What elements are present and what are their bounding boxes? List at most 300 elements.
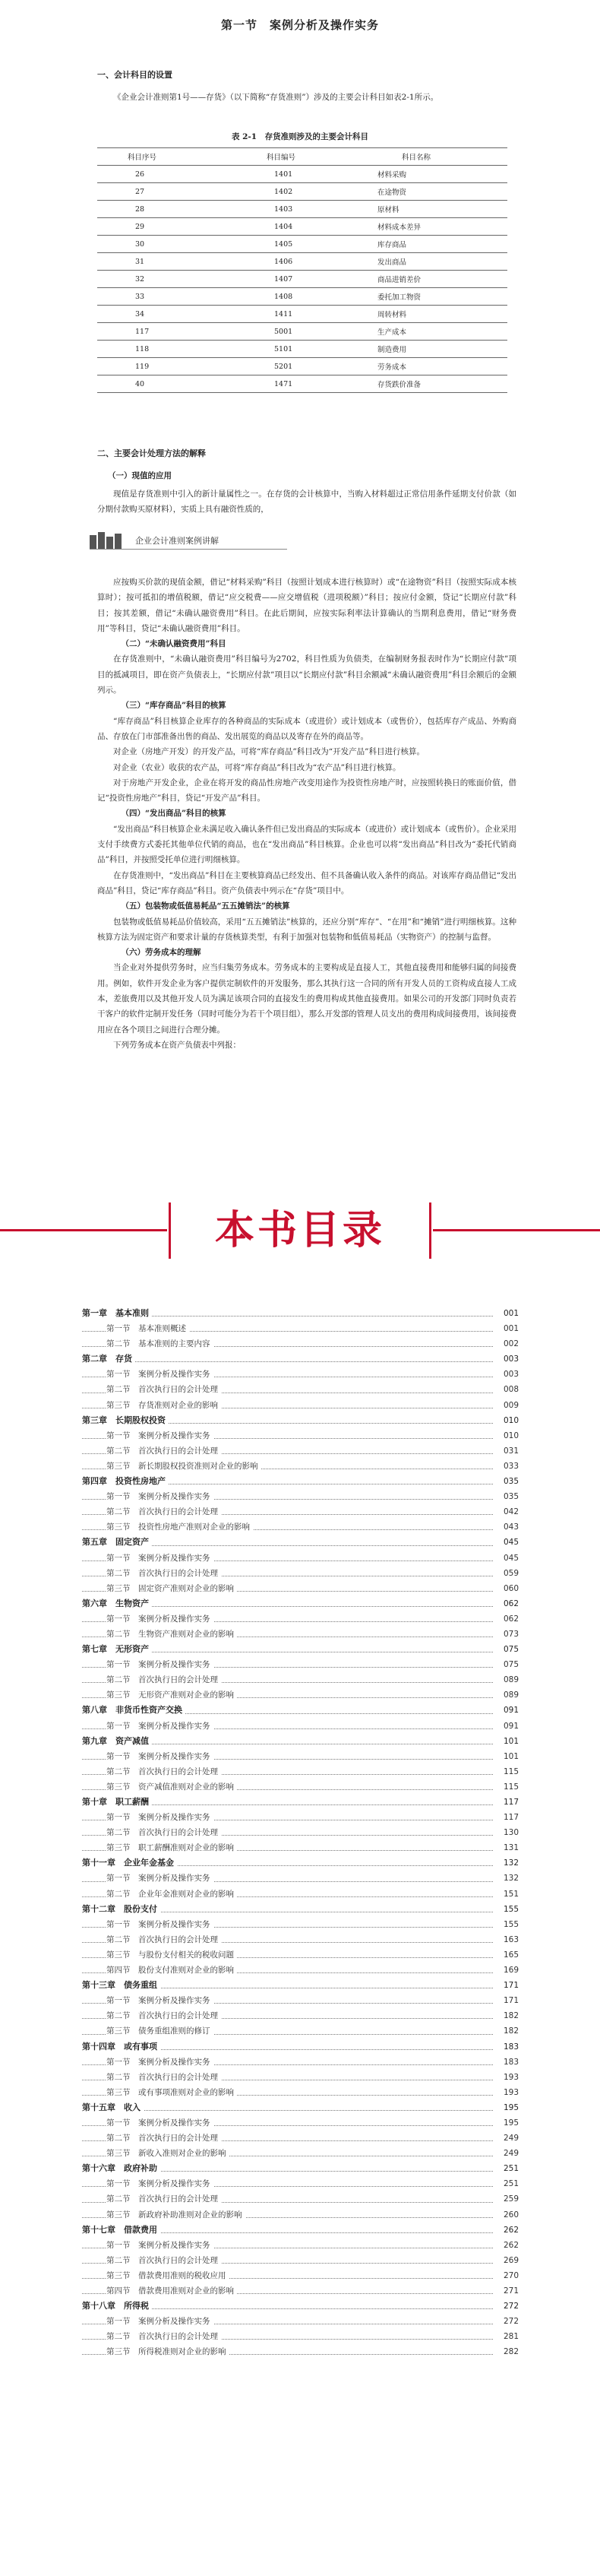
account-name-cell: 生产成本 <box>371 323 507 341</box>
toc-section-label: 第一节 案例分析及操作实务 <box>106 2317 213 2326</box>
toc-chapter-label: 第七章 无形资产 <box>82 1644 152 1654</box>
toc-section-label: 第三节 所得税准则对企业的影响 <box>106 2347 229 2356</box>
page-number: 003 <box>501 1367 519 1382</box>
toc-section-label: 第三节 投资性房地产准则对企业的影响 <box>106 1522 253 1532</box>
toc-section-label: 第二节 首次执行日的会计处理 <box>106 1507 221 1516</box>
toc-section[interactable] <box>82 1627 519 1642</box>
table-row <box>97 201 507 218</box>
toc-chapter-label: 第十三章 债务重组 <box>82 1980 160 1990</box>
account-name-cell: 材料成本差异 <box>371 218 507 236</box>
toc-section[interactable] <box>82 1443 519 1459</box>
page-number: 075 <box>501 1657 519 1672</box>
toc-chapter[interactable] <box>82 1474 519 1489</box>
page-number: 059 <box>501 1566 519 1581</box>
toc-section[interactable] <box>82 2070 519 2085</box>
toc-rule-left <box>0 1229 167 1231</box>
account-name-cell: 商品进销差价 <box>371 271 507 288</box>
table-of-contents <box>82 1306 519 2359</box>
account-name-cell: 库存商品 <box>371 236 507 253</box>
toc-section-label: 第二节 企业年金准则对企业的影响 <box>106 1890 237 1899</box>
toc-section[interactable] <box>82 1749 519 1764</box>
toc-section[interactable] <box>82 2085 519 2100</box>
account-name-cell: 制造费用 <box>371 341 507 358</box>
toc-section[interactable] <box>82 1917 519 1932</box>
book-stack-icon <box>90 532 132 549</box>
page-number: 001 <box>501 1306 519 1321</box>
paragraph: 对企业（房地产开发）的开发产品，可将“库存商品”科目改为“开发产品”科目进行核算。 <box>113 747 425 757</box>
account-name-cell: 材料采购 <box>371 166 507 183</box>
toc-section[interactable] <box>82 1871 519 1886</box>
page-number: 183 <box>501 2039 519 2055</box>
page-number: 091 <box>501 1703 519 1718</box>
toc-section[interactable] <box>82 1657 519 1672</box>
table-header-row <box>97 148 507 166</box>
paragraph: 在存货准则中，“发出商品”科目在主要核算商品已经发出、但不具备确认收入条件的商品。对该库存商品借记“发出商品”科目，贷记“库存商品”科目。资产负债表中列示在“存货”项目中。 <box>97 870 516 895</box>
header-cell: 科目编号 <box>232 148 371 166</box>
paragraph: 在存货准则中，“未确认融资费用”科目编号为2702，科目性质为负债类，在编制财务报表时作为“长期应付款”项目的抵减项目，即在资产负债表上，“长期应付款”项目以“长期应付款”科目余额减“未确认融资费用”科目余额后的金额列示。 <box>97 654 516 695</box>
table-row <box>97 183 507 201</box>
toc-section[interactable] <box>82 2115 519 2131</box>
account-seq-cell: 26 <box>97 166 232 183</box>
toc-chapter[interactable] <box>82 2299 519 2314</box>
toc-section-label: 第一节 案例分析及操作实务 <box>106 1660 213 1669</box>
toc-bar-right <box>429 1202 431 1259</box>
account-code-cell: 1407 <box>232 271 371 288</box>
accounts-table <box>97 147 507 393</box>
page-number: 035 <box>501 1489 519 1504</box>
account-code-cell: 5101 <box>232 341 371 358</box>
toc-chapter-label: 第十五章 收入 <box>82 2102 144 2112</box>
page-number: 182 <box>501 2008 519 2023</box>
toc-section[interactable] <box>82 1611 519 1627</box>
account-code-cell: 5201 <box>232 358 371 375</box>
account-code-cell: 1411 <box>232 306 371 323</box>
page-number: 182 <box>501 2023 519 2039</box>
subheading: （三）“库存商品”科目的核算 <box>121 701 226 711</box>
table-row <box>97 323 507 341</box>
toc-section-label: 第三节 债务重组准则的修订 <box>106 2026 213 2036</box>
toc-chapter-label: 第十八章 所得税 <box>82 2301 152 2311</box>
account-name-cell: 周转材料 <box>371 306 507 323</box>
table-row <box>97 218 507 236</box>
toc-chapter-label: 第二章 存货 <box>82 1354 135 1364</box>
page-number: 060 <box>501 1581 519 1596</box>
body-text <box>97 575 516 1053</box>
toc-section[interactable] <box>82 1519 519 1535</box>
page-number: 269 <box>501 2253 519 2268</box>
present-value-paragraph: 现值是存货准则中引入的新计量属性之一。在存货的会计核算中，当购入材料超过正常信用条件延期支付价款（如分期付款购买原材料），实质上具有融资性质的， <box>97 490 516 514</box>
toc-section-label: 第一节 案例分析及操作实务 <box>106 1996 213 2005</box>
toc-section[interactable] <box>82 1382 519 1397</box>
page-number: 045 <box>501 1535 519 1550</box>
toc-rule-right <box>433 1229 600 1231</box>
toc-section-label: 第一节 案例分析及操作实务 <box>106 1752 213 1761</box>
toc-section-label: 第三节 新收入准则对企业的影响 <box>106 2149 229 2158</box>
toc-section[interactable] <box>82 1489 519 1504</box>
page-number: 089 <box>501 1687 519 1703</box>
toc-section[interactable] <box>82 1551 519 1566</box>
toc-section-label: 第二节 首次执行日的会计处理 <box>106 2073 221 2082</box>
account-seq-cell: 27 <box>97 183 232 201</box>
toc-section[interactable] <box>82 1840 519 1855</box>
subheading: （五）包装物或低值易耗品“五五摊销法”的核算 <box>121 901 290 911</box>
page-number: 010 <box>501 1428 519 1443</box>
page-number: 115 <box>501 1764 519 1779</box>
page-number: 003 <box>501 1351 519 1367</box>
toc-chapter[interactable] <box>82 2161 519 2176</box>
toc-section[interactable] <box>82 2283 519 2299</box>
header-cell: 科目序号 <box>97 148 232 166</box>
paragraph: 对于房地产开发企业，企业在将开发的商品性房地产改变用途作为投资性房地产时，应按照转换日的账面价值，借记“投资性房地产”科目，贷记“开发产品”科目。 <box>97 778 516 803</box>
banner-underline <box>90 549 287 550</box>
toc-section[interactable] <box>82 1459 519 1474</box>
toc-section-label: 第一节 案例分析及操作实务 <box>106 1554 213 1563</box>
page-number: 183 <box>501 2055 519 2070</box>
page-number: 010 <box>501 1413 519 1428</box>
toc-section[interactable] <box>82 1779 519 1795</box>
table-row <box>97 288 507 306</box>
toc-chapter[interactable] <box>82 2039 519 2055</box>
toc-chapter[interactable] <box>82 1855 519 1871</box>
toc-chapter[interactable] <box>82 1734 519 1749</box>
toc-section-label: 第一节 案例分析及操作实务 <box>106 2179 213 2188</box>
toc-section-label: 第三节 存货准则对企业的影响 <box>106 1401 221 1410</box>
toc-section[interactable] <box>82 2055 519 2070</box>
page-number: 193 <box>501 2070 519 2085</box>
page-number: 132 <box>501 1871 519 1886</box>
page-number: 169 <box>501 1963 519 1978</box>
page-number: 091 <box>501 1719 519 1734</box>
toc-section[interactable] <box>82 2023 519 2039</box>
toc-section-label: 第三节 无形资产准则对企业的影响 <box>106 1690 237 1700</box>
toc-section[interactable] <box>82 1932 519 1947</box>
table-row <box>97 271 507 288</box>
account-name-cell: 委托加工物资 <box>371 288 507 306</box>
account-code-cell: 1403 <box>232 201 371 218</box>
leader-dots <box>82 2110 493 2111</box>
toc-section[interactable] <box>82 2329 519 2344</box>
account-code-cell: 5001 <box>232 323 371 341</box>
page-number: 045 <box>501 1551 519 1566</box>
toc-section-label: 第三节 借款费用准则的税收应用 <box>106 2271 229 2280</box>
toc-section[interactable] <box>82 2253 519 2268</box>
page-number: 130 <box>501 1825 519 1840</box>
account-name-cell: 在途物资 <box>371 183 507 201</box>
toc-section-label: 第二节 首次执行日的会计处理 <box>106 2134 221 2143</box>
page-number: 281 <box>501 2329 519 2344</box>
toc-section[interactable] <box>82 1672 519 1687</box>
page-number: 115 <box>501 1779 519 1795</box>
toc-section-label: 第二节 基本准则的主要内容 <box>106 1339 213 1348</box>
page-number: 131 <box>501 1840 519 1855</box>
toc-section-label: 第一节 案例分析及操作实务 <box>106 2058 213 2067</box>
toc-section-label: 第一节 案例分析及操作实务 <box>106 1722 213 1731</box>
toc-section[interactable] <box>82 1581 519 1596</box>
toc-chapter-label: 第十七章 借款费用 <box>82 2225 160 2235</box>
page-number: 171 <box>501 1993 519 2008</box>
toc-section-label: 第二节 首次执行日的会计处理 <box>106 2332 221 2341</box>
subheading: （四）“发出商品”科目的核算 <box>121 809 226 819</box>
page-number: 035 <box>501 1474 519 1489</box>
account-name-cell: 劳务成本 <box>371 358 507 375</box>
page-number: 262 <box>501 2223 519 2238</box>
account-code-cell: 1406 <box>232 253 371 271</box>
toc-chapter[interactable] <box>82 1306 519 1321</box>
toc-section-label: 第三节 资产减值准则对企业的影响 <box>106 1782 237 1792</box>
toc-section[interactable] <box>82 1719 519 1734</box>
page-number: 117 <box>501 1810 519 1825</box>
toc-section[interactable] <box>82 1825 519 1840</box>
section-heading-2: 二、主要会计处理方法的解释 <box>97 448 206 458</box>
toc-bar-left <box>169 1202 171 1259</box>
account-name-cell: 存货跌价准备 <box>371 375 507 393</box>
toc-section[interactable] <box>82 2314 519 2329</box>
page-number: 272 <box>501 2299 519 2314</box>
table-row <box>97 253 507 271</box>
account-name-cell: 原材料 <box>371 201 507 218</box>
page-number: 270 <box>501 2268 519 2283</box>
account-code-cell: 1408 <box>232 288 371 306</box>
account-code-cell: 1401 <box>232 166 371 183</box>
toc-section-label: 第一节 案例分析及操作实务 <box>106 1920 213 1929</box>
page-number: 033 <box>501 1459 519 1474</box>
account-seq-cell: 30 <box>97 236 232 253</box>
toc-chapter-label: 第十一章 企业年金基金 <box>82 1858 177 1868</box>
page-number: 002 <box>501 1336 519 1351</box>
toc-section-label: 第一节 案例分析及操作实务 <box>106 2118 213 2128</box>
toc-section[interactable] <box>82 1810 519 1825</box>
toc-section-label: 第三节 或有事项准则对企业的影响 <box>106 2088 237 2097</box>
banner-text: 企业会计准则案例讲解 <box>135 536 219 546</box>
page-number: 031 <box>501 1443 519 1459</box>
toc-section-label: 第二节 首次执行日的会计处理 <box>106 2194 221 2204</box>
page-number: 193 <box>501 2085 519 2100</box>
subheading: （二）“未确认融资费用”科目 <box>121 639 226 649</box>
account-code-cell: 1471 <box>232 375 371 393</box>
toc-chapter-label: 第六章 生物资产 <box>82 1599 152 1608</box>
toc-chapter-label: 第五章 固定资产 <box>82 1537 152 1547</box>
toc-section[interactable] <box>82 2268 519 2283</box>
section-heading-1: 一、会计科目的设置 <box>97 70 172 80</box>
toc-chapter[interactable] <box>82 1978 519 1993</box>
page-number: 251 <box>501 2161 519 2176</box>
paragraph: 对企业（农业）收获的农产品，可将“库存商品”科目改为“农产品”科目进行核算。 <box>113 762 401 772</box>
account-seq-cell: 32 <box>97 271 232 288</box>
toc-section[interactable] <box>82 1947 519 1963</box>
toc-chapter[interactable] <box>82 1795 519 1810</box>
toc-section-label: 第二节 首次执行日的会计处理 <box>106 1767 221 1776</box>
toc-section[interactable] <box>82 1428 519 1443</box>
page-number: 282 <box>501 2344 519 2359</box>
toc-section[interactable] <box>82 2146 519 2161</box>
toc-section[interactable] <box>82 1993 519 2008</box>
toc-section-label: 第二节 生物资产准则对企业的影响 <box>106 1630 237 1639</box>
page-number: 151 <box>501 1887 519 1902</box>
toc-chapter[interactable] <box>82 1596 519 1611</box>
toc-section[interactable] <box>82 1566 519 1581</box>
toc-section-label: 第三节 固定资产准则对企业的影响 <box>106 1584 237 1593</box>
toc-chapter-label: 第十二章 股份支付 <box>82 1904 160 1914</box>
page-number: 073 <box>501 1627 519 1642</box>
page-number: 260 <box>501 2207 519 2223</box>
page-number: 249 <box>501 2146 519 2161</box>
toc-chapter[interactable] <box>82 1642 519 1657</box>
toc-chapter[interactable] <box>82 1413 519 1428</box>
toc-section[interactable] <box>82 2008 519 2023</box>
page-number: 262 <box>501 2238 519 2253</box>
toc-section-label: 第二节 首次执行日的会计处理 <box>106 1935 221 1944</box>
table-row <box>97 236 507 253</box>
toc-section[interactable] <box>82 1963 519 1978</box>
account-code-cell: 1404 <box>232 218 371 236</box>
account-seq-cell: 28 <box>97 201 232 218</box>
page-number: 163 <box>501 1932 519 1947</box>
toc-section-label: 第一节 案例分析及操作实务 <box>106 1874 213 1883</box>
toc-section[interactable] <box>82 2131 519 2146</box>
toc-section-label: 第二节 首次执行日的会计处理 <box>106 1675 221 1684</box>
toc-section[interactable] <box>82 1321 519 1336</box>
table-row <box>97 166 507 183</box>
toc-chapter-label: 第四章 投资性房地产 <box>82 1476 169 1486</box>
page-number: 272 <box>501 2314 519 2329</box>
toc-title: 本书目录 <box>214 1208 385 1253</box>
toc-section-label: 第三节 职工薪酬准则对企业的影响 <box>106 1843 237 1852</box>
toc-section-label: 第四节 借款费用准则对企业的影响 <box>106 2286 237 2296</box>
page-number: 101 <box>501 1734 519 1749</box>
toc-section-label: 第一节 案例分析及操作实务 <box>106 1431 213 1440</box>
account-seq-cell: 118 <box>97 341 232 358</box>
toc-section-label: 第三节 新长期股权投资准则对企业的影响 <box>106 1462 261 1471</box>
page-number: 132 <box>501 1855 519 1871</box>
page-number: 101 <box>501 1749 519 1764</box>
toc-chapter[interactable] <box>82 1535 519 1550</box>
subheading: （六）劳务成本的理解 <box>121 948 201 958</box>
toc-section-label: 第一节 案例分析及操作实务 <box>106 2241 213 2250</box>
toc-section[interactable] <box>82 2238 519 2253</box>
page-number: 171 <box>501 1978 519 1993</box>
account-seq-cell: 117 <box>97 323 232 341</box>
toc-section[interactable] <box>82 1367 519 1382</box>
account-seq-cell: 40 <box>97 375 232 393</box>
leader-dots <box>82 1361 493 1362</box>
page-number: 089 <box>501 1672 519 1687</box>
toc-chapter[interactable] <box>82 1351 519 1367</box>
account-seq-cell: 33 <box>97 288 232 306</box>
table-row <box>97 341 507 358</box>
page-number: 155 <box>501 1917 519 1932</box>
page-number: 249 <box>501 2131 519 2146</box>
toc-section-label: 第四节 股份支付准则对企业的影响 <box>106 1966 237 1975</box>
toc-section-label: 第二节 首次执行日的会计处理 <box>106 1385 221 1394</box>
toc-chapter[interactable] <box>82 1703 519 1718</box>
account-code-cell: 1405 <box>232 236 371 253</box>
table-body <box>97 166 507 393</box>
subheading-present-value: （一）现值的应用 <box>108 471 172 480</box>
page-number: 001 <box>501 1321 519 1336</box>
page-number: 062 <box>501 1611 519 1627</box>
toc-section-label: 第一节 案例分析及操作实务 <box>106 1492 213 1501</box>
page-number: 008 <box>501 1382 519 1397</box>
account-seq-cell: 119 <box>97 358 232 375</box>
toc-section-label: 第二节 首次执行日的会计处理 <box>106 1446 221 1456</box>
book-page <box>0 0 600 1171</box>
toc-section[interactable] <box>82 2207 519 2223</box>
toc-section-label: 第三节 新政府补助准则对企业的影响 <box>106 2210 245 2220</box>
paragraph: 应按购买价款的现值金额，借记“材料采购”科目（按照计划成本进行核算时）或“在途物资”科目（按照实际成本核算时）；按可抵扣的增值税额，借记“应交税费——应交增值税（进项税额）”科目；按应付金额，贷记“长期应付款”科目；按其差额，借记“未确认融资费用”科目。在此后期间，应按实际利率法计算确认的当期利息费用，借记“财务费用”等科目，贷记“未确认融资费用”科目。 <box>97 578 516 633</box>
page-number: 251 <box>501 2176 519 2191</box>
toc-section[interactable] <box>82 1398 519 1413</box>
toc-section[interactable] <box>82 2344 519 2359</box>
toc-section-label: 第二节 首次执行日的会计处理 <box>106 2256 221 2265</box>
toc-section-label: 第一节 基本准则概述 <box>106 1324 189 1333</box>
toc-section-label: 第一节 案例分析及操作实务 <box>106 1370 213 1379</box>
table-row <box>97 375 507 393</box>
page-number: 043 <box>501 1519 519 1535</box>
page-number: 271 <box>501 2283 519 2299</box>
page-number: 117 <box>501 1795 519 1810</box>
toc-chapter-label: 第八章 非货币性资产交换 <box>82 1705 185 1715</box>
page-number: 155 <box>501 1902 519 1917</box>
toc-chapter[interactable] <box>82 2100 519 2115</box>
account-seq-cell: 29 <box>97 218 232 236</box>
toc-header <box>0 1186 600 1277</box>
toc-section-label: 第二节 首次执行日的会计处理 <box>106 1569 221 1578</box>
page-number: 062 <box>501 1596 519 1611</box>
toc-section[interactable] <box>82 1504 519 1519</box>
paragraph: 下列劳务成本在资产负债表中列报： <box>113 1040 241 1050</box>
toc-chapter-label: 第一章 基本准则 <box>82 1308 152 1318</box>
page-number: 195 <box>501 2115 519 2131</box>
toc-chapter-label: 第九章 资产减值 <box>82 1736 152 1746</box>
table-row <box>97 306 507 323</box>
page-number: 259 <box>501 2191 519 2207</box>
toc-section[interactable] <box>82 1336 519 1351</box>
toc-chapter[interactable] <box>82 2223 519 2238</box>
page-number: 042 <box>501 1504 519 1519</box>
account-seq-cell: 31 <box>97 253 232 271</box>
table-caption: 表 2-1 存货准则涉及的主要会计科目 <box>231 132 369 141</box>
toc-chapter-label: 第十章 职工薪酬 <box>82 1797 152 1807</box>
toc-section[interactable] <box>82 2191 519 2207</box>
account-code-cell: 1402 <box>232 183 371 201</box>
page-number: 009 <box>501 1398 519 1413</box>
toc-section-label: 第一节 案例分析及操作实务 <box>106 1813 213 1822</box>
toc-chapter-label: 第十六章 政府补助 <box>82 2163 160 2173</box>
toc-section[interactable] <box>82 1887 519 1902</box>
section-title: 第一节 案例分析及操作实务 <box>220 18 379 32</box>
intro-paragraph: 《企业会计准则第1号——存货》（以下简称“存货准则”）涉及的主要会计科目如表2-1所示。 <box>113 93 439 102</box>
toc-section-label: 第二节 首次执行日的会计处理 <box>106 2011 221 2020</box>
toc-section-label: 第一节 案例分析及操作实务 <box>106 1614 213 1624</box>
toc-chapter[interactable] <box>82 1902 519 1917</box>
paragraph: 当企业对外提供劳务时，应当归集劳务成本。劳务成本的主要构成是直接人工，其他直接费用和能够归属的间接费用。例如，软件开发企业为客户提供定制软件的开发服务，那么其执行这一合同的所有开发人员的工资构成直接人工成本，差旅费用以及其他开发人员为满足该项合同的直接发生的费用构成其他直接费用。如果公司的开发部门同时负责若干客户的软件定制开发任务（同时可能分为若干个项目组），那么开发部的管理人员支出的费用构成间接费用，该间接费用应在各个项目之间进行合理分摊。 <box>97 963 516 1035</box>
toc-chapter-label: 第十四章 或有事项 <box>82 2042 160 2052</box>
account-name-cell: 发出商品 <box>371 253 507 271</box>
toc-section[interactable] <box>82 1687 519 1703</box>
page-number: 195 <box>501 2100 519 2115</box>
paragraph: 包装物或低值易耗品价值较高，采用“五五摊销法”核算的，还应分别“库存”、“在用”和“摊销”进行明细核算。这种核算方法为固定资产和要求计量的存货核算类型，有利于加强对包装物和低值易耗品（实物资产）的控制与监督。 <box>97 917 516 942</box>
table-row <box>97 358 507 375</box>
toc-section[interactable] <box>82 1764 519 1779</box>
page-number: 075 <box>501 1642 519 1657</box>
toc-section-label: 第二节 首次执行日的会计处理 <box>106 1828 221 1837</box>
page-number: 165 <box>501 1947 519 1963</box>
toc-section[interactable] <box>82 2176 519 2191</box>
toc-chapter-label: 第三章 长期股权投资 <box>82 1415 169 1425</box>
toc-section-label: 第三节 与股份支付相关的税收问题 <box>106 1950 237 1960</box>
account-seq-cell: 34 <box>97 306 232 323</box>
paragraph: “库存商品”科目核算企业库存的各种商品的实际成本（或进价）或计划成本（或售价），包括库存产成品、外购商品、存放在门市部准备出售的商品、发出展览的商品以及寄存在外的商品等。 <box>97 716 516 741</box>
